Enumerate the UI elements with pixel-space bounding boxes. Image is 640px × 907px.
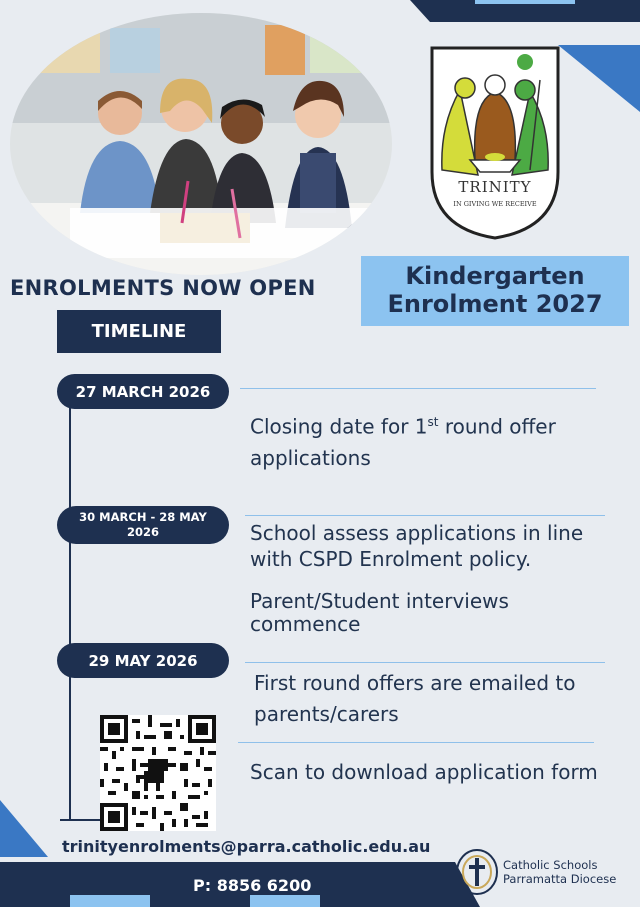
timeline-date-2-line1: 30 MARCH - 28 MAY <box>79 510 207 524</box>
title-box <box>361 256 629 326</box>
timeline-label: TIMELINE <box>57 310 221 353</box>
title-line1: Kindergarten <box>405 262 585 290</box>
timeline-rule-2 <box>245 515 605 516</box>
timeline-line <box>69 395 71 820</box>
timeline-text-2: School assess applications in line with CSPD Enrolment policy. <box>250 521 584 571</box>
timeline-text-2b: Parent/Student interviews commence <box>250 589 509 636</box>
timeline-date-2-line2: 2026 <box>126 525 159 539</box>
cs-line2: Parramatta Diocese <box>503 872 617 886</box>
timeline-rule-3 <box>245 662 605 663</box>
timeline-text-3: First round offers are emailed to parents/carers <box>254 671 576 726</box>
phone-number[interactable]: P: 8856 6200 <box>193 876 312 895</box>
students-photo <box>10 13 392 275</box>
timeline-rule-1 <box>240 388 596 389</box>
left-blue-triangle <box>0 800 48 857</box>
timeline-rule-4 <box>238 742 594 743</box>
timeline-date-2 <box>57 506 229 544</box>
right-blue-triangle <box>558 45 640 112</box>
catholic-schools-logo-icon <box>455 848 499 896</box>
trinity-crest-icon <box>430 40 560 240</box>
title-line2: Enrolment 2027 <box>387 290 603 318</box>
timeline-date-3: 29 MAY 2026 <box>57 643 229 678</box>
qr-caption: Scan to download application form <box>250 760 598 784</box>
timeline-text-1: Closing date for 1st round offer applications <box>250 414 556 470</box>
enrolments-heading: ENROLMENTS NOW OPEN <box>10 276 316 300</box>
qr-code-icon[interactable] <box>100 715 216 831</box>
top-accent-bar <box>475 0 575 4</box>
logo-motto: IN GIVING WE RECEIVE <box>453 200 537 208</box>
cs-line1: Catholic Schools <box>503 858 598 872</box>
catholic-schools-text <box>503 858 616 886</box>
email-link[interactable]: trinityenrolments@parra.catholic.edu.au <box>62 837 431 856</box>
bottom-accent-left <box>70 895 150 907</box>
trinity-logo <box>430 40 560 240</box>
bottom-accent-mid <box>250 895 320 907</box>
logo-school-name: TRINITY <box>458 178 532 196</box>
timeline-date-1: 27 MARCH 2026 <box>57 374 229 409</box>
